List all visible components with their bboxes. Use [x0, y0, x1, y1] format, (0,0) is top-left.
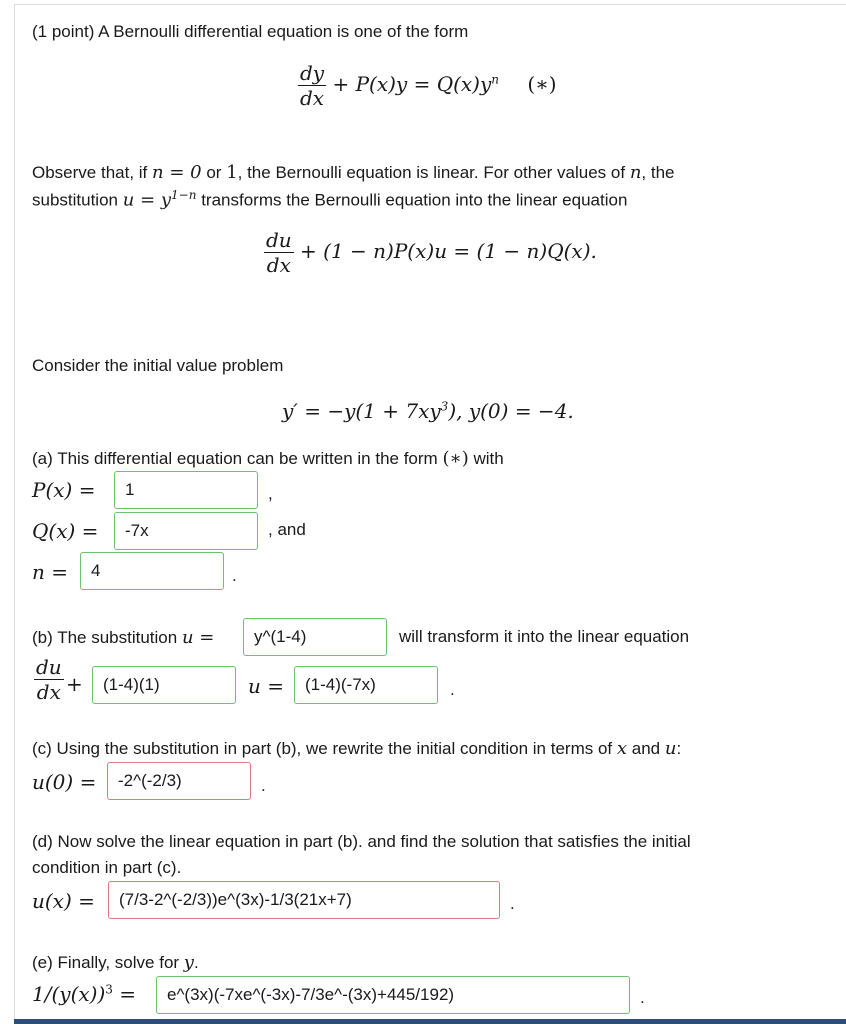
part-b-plus: + [66, 672, 83, 696]
dy-dx-fraction: $\frac{dy}{dx}$ [300, 61, 325, 110]
part-e-text: (e) Finally, solve for y. [32, 952, 199, 973]
bottom-bar [14, 1019, 846, 1024]
part-d-text-1: (d) Now solve the linear equation in part (b). and find the solution that satisfies the initial [32, 832, 691, 851]
part-d-text-2: condition in part (c). [32, 858, 182, 877]
part-b-text: (b) The substitution u = [32, 627, 215, 648]
coefficient-input[interactable]: (1-4)(1) [92, 666, 236, 704]
q-separator: , and [268, 520, 306, 539]
y-label: $1/(y(x))^3$ = [32, 982, 137, 1006]
du-dx-fraction: $\frac{du}{dx}$ [266, 228, 292, 277]
observe-line-1: Observe that, if n = 0 or 1, the Bernoulli equation is linear. For other values of n, the [32, 162, 675, 183]
part-b-du-dx: $\frac{du}{dx}$ [36, 655, 62, 704]
ux-label: u(x) = [32, 889, 95, 913]
ivp-label: Consider the initial value problem [32, 356, 284, 375]
observe-line-2: substitution $u = y^{1-n}$ transforms the Bernoulli equation into the linear equation [32, 188, 628, 211]
p-label: P(x) = [32, 478, 96, 502]
substitution-input[interactable]: y^(1-4) [243, 618, 387, 656]
bernoulli-equation: $\frac{dy}{dx}$ + $P(x)y = Q(x)y^n$ (∗) [300, 61, 557, 110]
p-separator: , [268, 484, 273, 503]
rhs-input[interactable]: (1-4)(-7x) [294, 666, 438, 704]
part-e-sep: . [640, 988, 645, 1007]
part-b-u-eq: u = [248, 674, 284, 698]
q-label: Q(x) = [32, 519, 99, 543]
linear-equation: $\frac{du}{dx}$ + (1 − n)P(x)u = (1 − n)Q(x). [266, 228, 597, 277]
u0-label: u(0) = [32, 770, 97, 794]
solution-u-input[interactable]: (7/3-2^(-2/3))e^(3x)-1/3(21x+7) [108, 881, 500, 919]
part-b-text-2: will transform it into the linear equation [399, 627, 690, 646]
n-separator: . [232, 566, 237, 585]
part-c-text: (c) Using the substitution in part (b), we rewrite the initial condition in terms of x and u: [32, 738, 682, 759]
solution-y-input[interactable]: e^(3x)(-7xe^(-3x)-7/3e^-(3x)+445/192) [156, 976, 630, 1014]
part-d-sep: . [510, 894, 515, 913]
star-tag: (∗) [527, 72, 557, 96]
part-b-sep: . [450, 680, 455, 699]
intro-text: (1 point) A Bernoulli differential equation is one of the form [32, 22, 469, 41]
q-input[interactable]: -7x [114, 512, 258, 550]
p-input[interactable]: 1 [114, 471, 258, 509]
initial-condition-input[interactable]: -2^(-2/3) [107, 762, 251, 800]
part-a-text: (a) This differential equation can be written in the form (∗) with [32, 448, 504, 469]
n-input[interactable]: 4 [80, 552, 224, 590]
part-c-sep: . [261, 776, 266, 795]
ivp-equation: $y' = -y(1 + 7xy^3)$, y(0) = −4. [282, 399, 574, 423]
n-label: n = [32, 560, 68, 584]
